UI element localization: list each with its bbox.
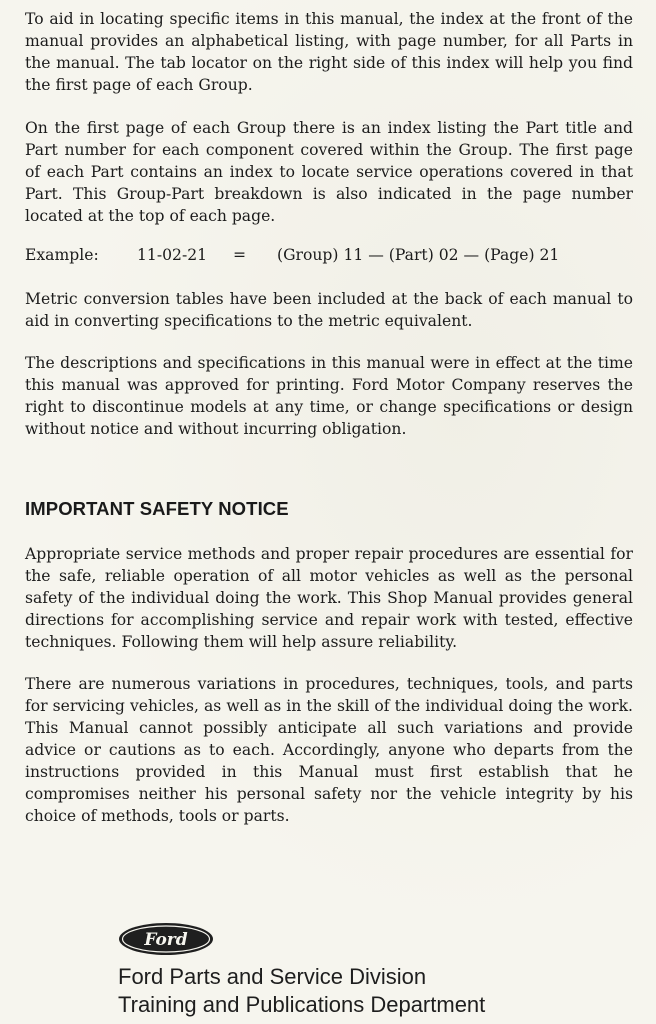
division-line-2: Training and Publications Department bbox=[118, 992, 486, 1017]
intro-paragraph-index bbox=[25, 8, 633, 96]
paragraph-group-part: On the first page of each Group there is an index listing the Part title and Part number for each component covered within the Group. The first page of each Part contains an index to locate service operations covered in that Part. This Group-Part breakdown is also indicated in the page number located at the top of each page. bbox=[25, 119, 633, 225]
safety-paragraph-2 bbox=[25, 673, 633, 827]
paragraph-metric: Metric conversion tables have been included at the back of each manual to aid in converting specifications to the metric equivalent. bbox=[25, 290, 633, 330]
example-breakdown: (Group) 11 — (Part) 02 — (Page) 21 bbox=[277, 246, 560, 264]
page-number-example bbox=[25, 244, 633, 266]
example-equals: = bbox=[233, 246, 247, 264]
intro-paragraph-group-part bbox=[25, 117, 633, 227]
example-label: Example: bbox=[25, 246, 99, 264]
paragraph-index-locator: To aid in locating specific items in this manual, the index at the front of the manual provides an alphabetical listing, with page number, for all Parts in the manual. The tab locator on the right side of this index will help you find the first page of each Group. bbox=[25, 10, 633, 94]
safety-notice-heading: IMPORTANT SAFETY NOTICE bbox=[25, 498, 289, 519]
logo-wordmark: Ford bbox=[144, 930, 188, 950]
example-code: 11-02-21 bbox=[137, 246, 208, 264]
division-name bbox=[118, 963, 485, 1019]
paragraph-safety-methods: Appropriate service methods and proper repair procedures are essential for the safe, reliable operation of all motor vehicles as well as the personal safety of the individual doing the work. This Shop Manual provides general directions for accomplishing service and repair work with tested, effective techniques. Following them will help assure reliability. bbox=[25, 545, 633, 651]
metric-paragraph bbox=[25, 288, 633, 332]
paragraph-specifications: The descriptions and specifications in this manual were in effect at the time this manual was approved for printing. Ford Motor Company reserves the right to discontinue models at any time, or change specifications or design without notice and without incurring obligation. bbox=[25, 354, 633, 438]
paragraph-safety-variations: There are numerous variations in procedures, techniques, tools, and parts for servicing vehicles, as well as in the skill of the individual doing the work. This Manual cannot possibly anticipate all such variations and provide advice or cautions as to each. Accordingly, anyone who departs from the instructions provided in this Manual must first establish that he compromises neither his personal safety nor the vehicle integrity by his choice of methods, tools or parts. bbox=[25, 675, 633, 825]
division-line-1: Ford Parts and Service Division bbox=[118, 964, 427, 989]
ford-oval-logo bbox=[118, 922, 214, 956]
specifications-paragraph bbox=[25, 352, 633, 440]
safety-paragraph-1 bbox=[25, 543, 633, 653]
